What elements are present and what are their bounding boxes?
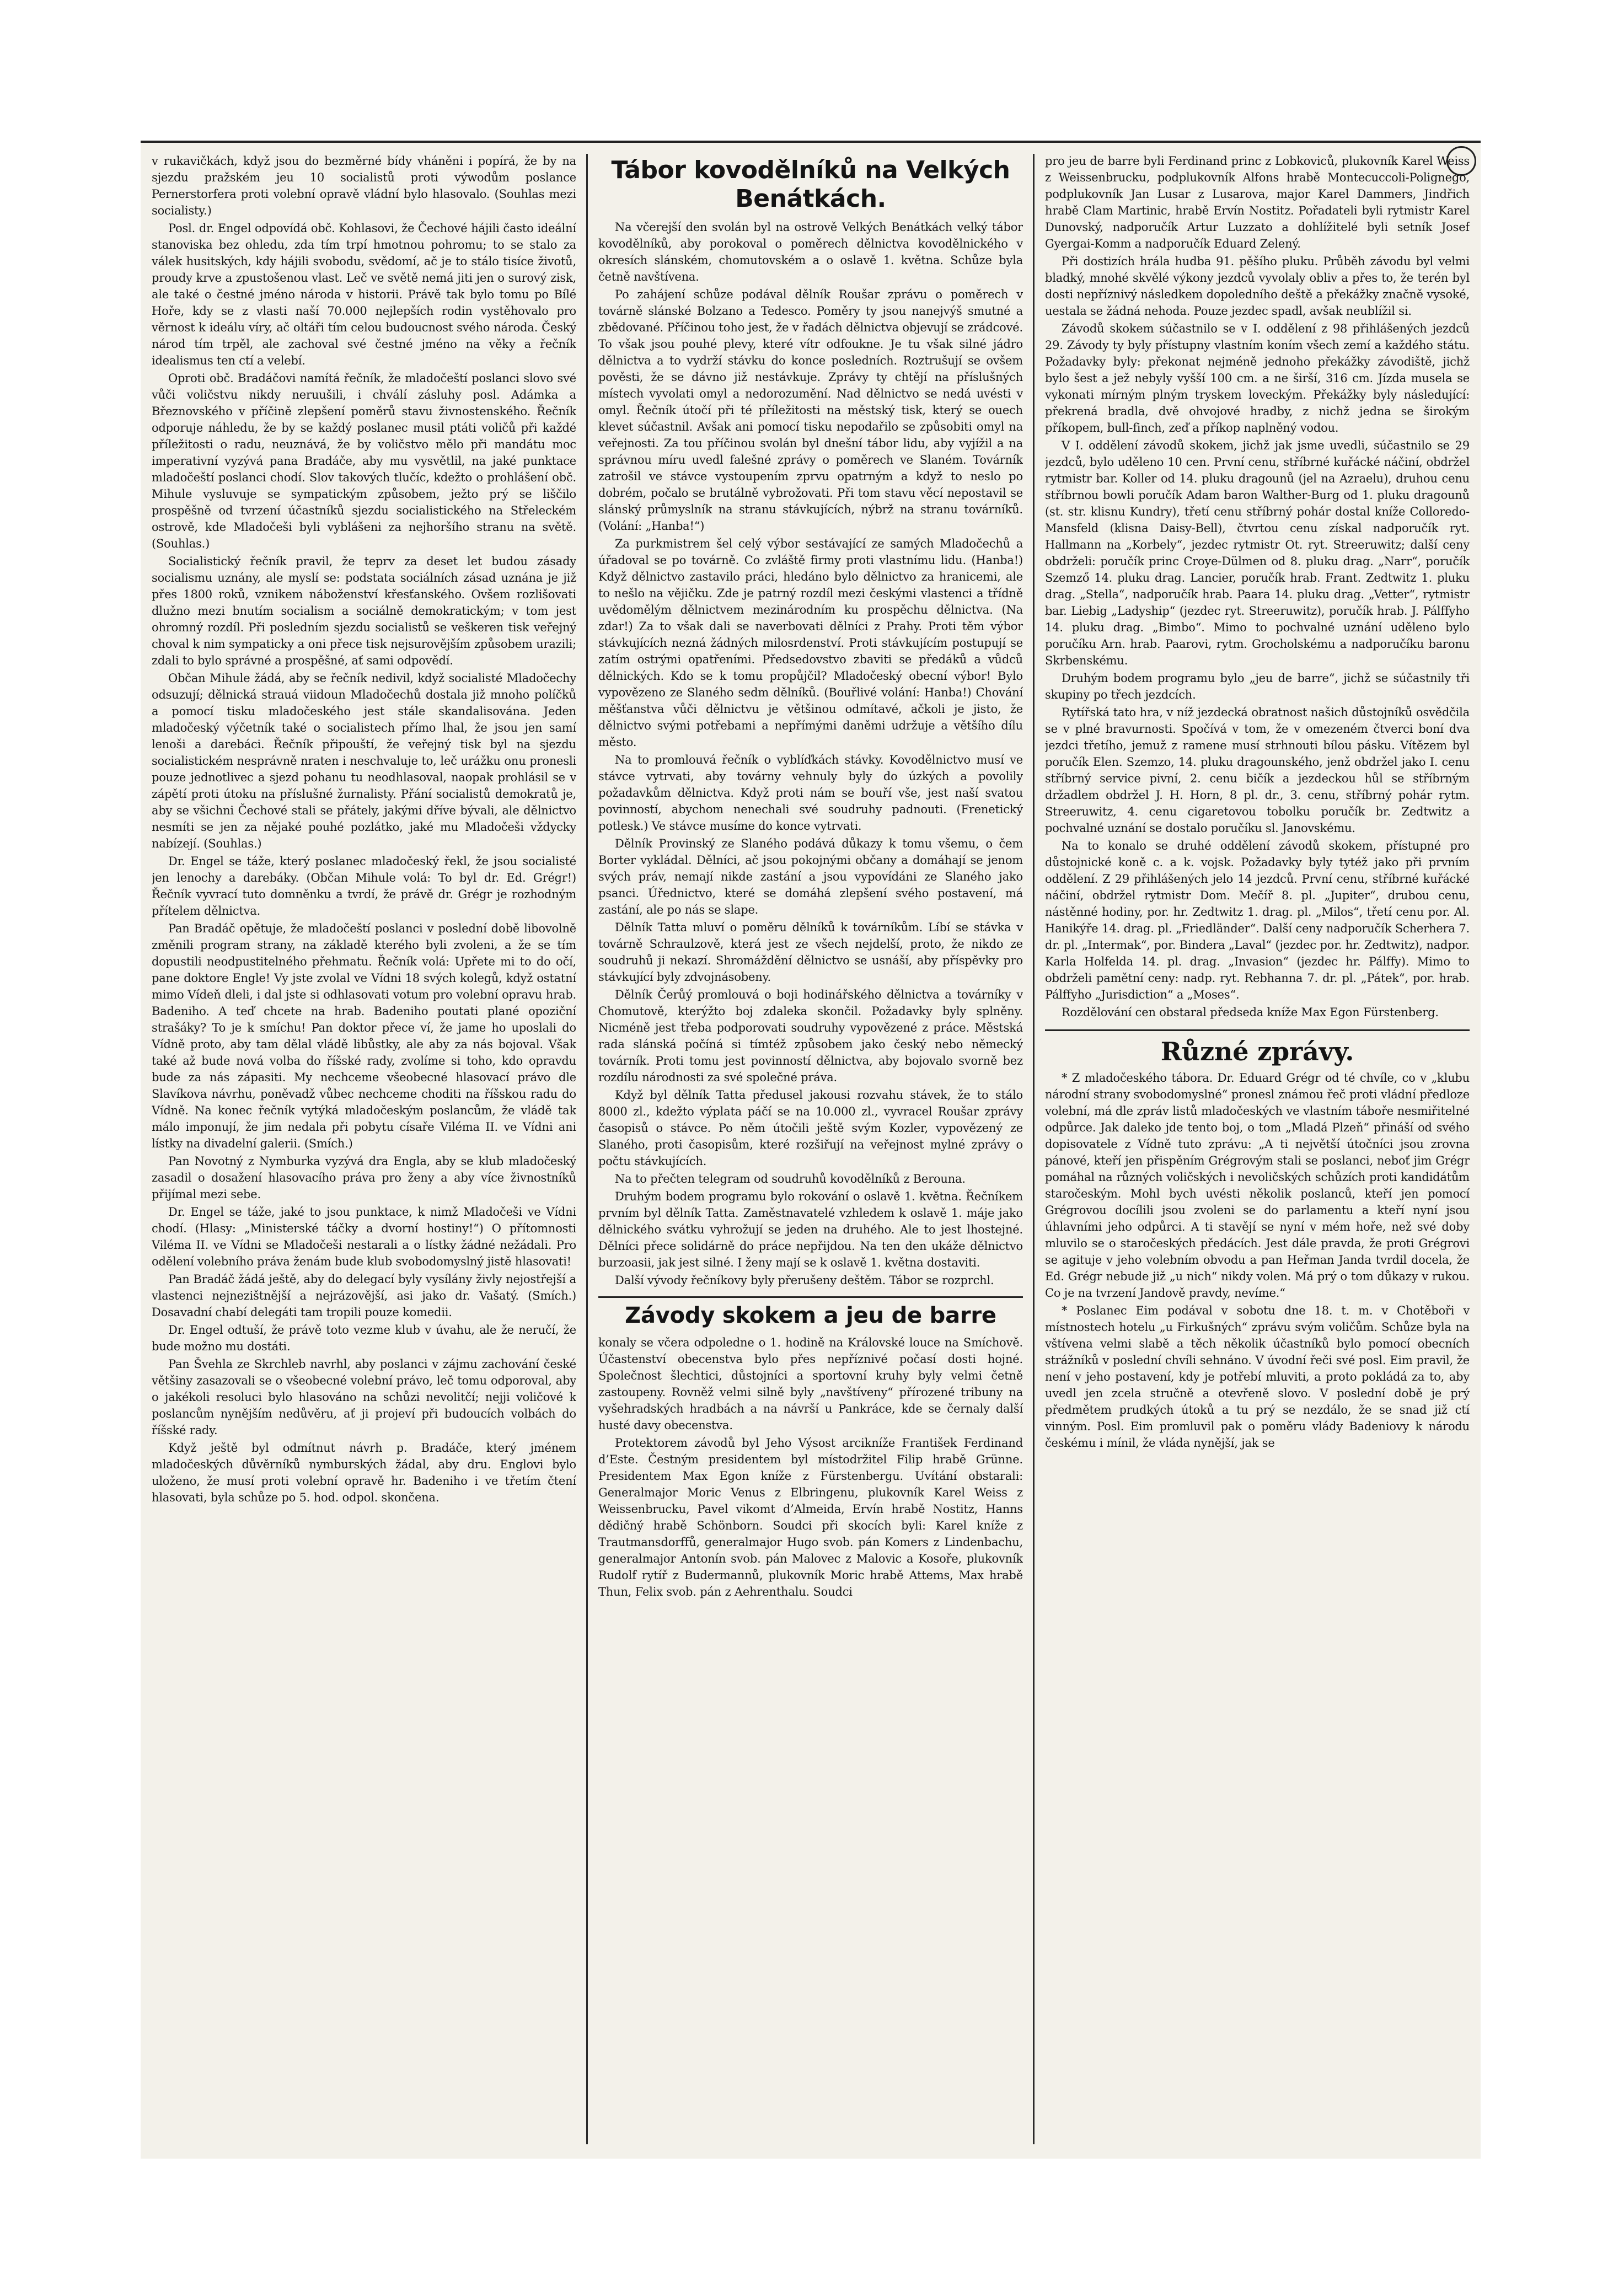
paragraph: Na to přečten telegram od soudruhů kovodělníků z Berouna. bbox=[615, 1172, 966, 1185]
paragraph: Socialistický řečník pravil, že teprv za deset let budou zásady socialismu uznány, ale myslí se: podstata sociálních zásad uznána je již přes 1800 roků, vznikem náboženství křesťanského. Ovšem rozlišovati dlužno mezi bnutím socialism a sociálně demokratickým; v tom jest ohromný rozdíl. Při posledním sjezdu socialistů se veškeren tisk veřejný choval k nim sympaticky a oni přece tisk nejsurovějším způsobem urazili; zdali to bylo správné a prospěšné, ať sami odpovědí. bbox=[152, 555, 576, 667]
paragraph: Dr. Engel se táže, který poslanec mladočeský řekl, že jsou socialisté jen lenochy a darebáky. (Občan Mihule volá: To byl dr. Ed. Grégr!) Řečník vyvrací tuto domněnku a tvrdí, že právě dr. Grégr je rozhodným přítelem dělnictva. bbox=[152, 855, 576, 917]
paragraph: pro jeu de barre byli Ferdinand princ z Lobkoviců, plukovník Karel Weiss z Weissenbrucku, podplukovník Alfons hrabě Montecuccoli-Polignego, podplukovník Jan Lusar z Lusarova, major Karel Dammers, Jindřich hrabě Clam Martinic, hrabě Ervín Nostitz. Pořadateli byli rytmistr Karel Dunovský, nadporučík Artur Luzzato a dohlížitelé byli setník Josef Gyergai-Komm a nadporučík Eduard Zelený. bbox=[1045, 154, 1470, 250]
paragraph: Dr. Engel odtuší, že právě toto vezme klub v úvahu, ale že neručí, že bude možno mu dostáti. bbox=[152, 1323, 576, 1353]
paragraph: Posl. dr. Engel odpovídá obč. Kohlasovi, že Čechové hájili často ideální stanoviska bez ohledu, zda tím trpí hmotnou pohromu; to se stalo za válek husitských, kdy hájili svobodu, svědomí, ač je to stálo tisíce životů, proudy krve a zpustošenou vlast. Leč ve světě nemá jiti jen o surový zisk, ale také o čestné jméno národa v historii. Právě tak bylo tomu po Bílé Hoře, kdy se z vlasti naší 70.000 nejlepších rodin vystěhovalo pro věrnost k ideálu víry, ač oltáři tím celou budoucnost svého národa. Český národ tím trpěl, ale zachoval své čestné jméno na věky a řečník idealismus ten ctí a velebí. bbox=[152, 222, 576, 367]
paragraph: Za purkmistrem šel celý výbor sestávající ze samých Mladočechů a úřadoval se po továrně. Co zvláště firmy proti vlastnímu lidu. (Hanba!) Když dělnictvo zastavilo práci, hledáno bylo dělnictvo za hranicemi, ale to nešlo na vějičku. Zde je patrný rozdíl mezi českými vlastenci a třídně uvědomělým dělnictvem mezinárodním ku prospěchu dělnictva. (Na zdar!) Za to však dali se naverbovati dělníci z Prahy. Proti těm výbor stávkujících nezná žádných milosrdenství. Proti stávkujícím postupují se zatím ostrými opatřeními. Předsedovstvo zbaviti se předáků a vůdců dělnických. Kdo se k tomu propůjčil? Mladočeský obecní výbor! Bylo vypovězeno ze Slaného sedm dělníků. (Bouřlivé volání: Hanba!) Chování měšťanstva vůči dělnictvu je většinou odmítavé, ačkoli je jisto, že dělnictvo svými potřebami a nepřímými daněmi udržuje a většího dílu město. bbox=[598, 537, 1023, 749]
column-left bbox=[152, 153, 576, 2143]
column-rule-left bbox=[586, 154, 588, 2144]
paragraph: v rukavičkách, když jsou do bezměrné bídy vháněni i popírá, že by na sjezdu pražském jeu 10 socialistů proti výwodům poslance Pernerstorfera proti volební opravě vládní bylo hlasovalo. (Souhlas mezi socialisty.) bbox=[152, 154, 576, 217]
paragraph: Na to konalo se druhé oddělení závodů skokem, přístupné pro důstojnické koně c. a k. vojsk. Požadavky byly tytéž jako při prvním oddělení. Z 29 přihlášených jelo 14 jezdců. První cenu, stříbrné kuřácké náčiní, obdržel rytmistr Dom. Mečíř 8. pl. „Jupiter“, drubou cenu, nástěnné hodiny, por. hr. Zedtwitz 1. drag. pl. „Milos“, třetí cenu por. Al. Hanikýře 14. drag. pl. „Friedländer“. Další ceny nadporučík Scherhera 7. dr. pl. „Intermak“, por. Bindera „Laval“ (jezdec por. hr. Zedtwitz), nadpor. Karla Holfelda 14. pl. drag. „Invasion“ (jezdec hr. Pálffy). Mimo to obdrželi pamětní ceny: nadp. ryt. Rebhanna 7. dr. pl. „Pátek“, por. hrab. Pálffyho „Jurisdiction“ a „Moses“. bbox=[1045, 839, 1470, 1001]
paragraph: Oproti obč. Bradáčovi namítá řečník, že mladočeští poslanci slovo své vůči voličstvu nikdy neruušili, i chválí zásluhy posl. Adámka a Březnovského v příčině zlepšení poměrů stavu živnostenského. Řečník odporuje náhledu, že by se každý poslanec musil ptáti voličů při každé příležitosti o radu, neuznává, že by voličstvo mělo při mandátu moc imperativní vyzývá pana Bradáče, aby mu vysvětlil, na jaké punktace mladočeští poslanci chodí. Slov takových tlučíc, kdežto o prohlášení obč. Mihule vysluvuje se sympatickým způsobem, ježto prý se liščilo prospěšně od tvrzení účastníků sjezdu socialistického na Střeleckém ostrově, kde Mladočeši byli vyblášeni za nejhoršího stranu na světě. (Souhlas.) bbox=[152, 372, 576, 550]
paragraph: Závodů skokem súčastnilo se v I. oddělení z 98 přihlášených jezdců 29. Závody ty byly přístupny vlastním koním všech zemí a každého státu. Požadavky byly: překonat nejméně jednoho překážky závodiště, jichž bylo šest a jež nebyly vyšší 100 cm. a ne širší, 316 cm. Jízda musela se vykonati mírným plným tryskem loveckým. Překážky byly následující: překrená bradla, dvě ohvojové hradby, z nichž jedna se širokým příkopem, bull-finch, zeď a příkop naplněný vodou. bbox=[1045, 322, 1470, 434]
paragraph: Pan Bradáč žádá ještě, aby do delegací byly vysílány živly nejostřejší a vlastenci nejnezištnější a nejrázovější, asi jako dr. Vašatý. (Smích.) Dosavadní chabí delegáti tam tropili pouze komedii. bbox=[152, 1273, 576, 1319]
paragraph: Rytířská tato hra, v níž jezdecká obratnost našich důstojníků osvědčila se v plné bravurnosti. Spočívá v tom, že v omezeném čtverci boní dva jezdci třetího, jemuž z ramene musí strhnouti bílou pásku. Vítězem byl poručík Elen. Szemzo, 14. pluku dragounského, jenž obdržel jako I. cenu stříbrný service pivní, 2. cenu bičík a jezdeckou hůl se stříbrným držadlem obdržel J. H. Horn, 8 pl. dr., 3. cenu, stříbrný pohár rytm. Streeruwitz, 4. cenu cigaretovou tobolku poručík br. Zedtwitz a pochvalné uznání se dostalo poručíku sl. Janovskému. bbox=[1045, 706, 1470, 835]
paragraph: Pan Švehla ze Skrchleb navrhl, aby poslanci v zájmu zachování české většiny zasazovali se o všeobecné volební právo, leč tomu odporoval, aby o jakékoli resoluci bylo hlasováno na schůzi nevolitčí; nejji voličové k poslancům nynějším nedůvěru, ať ji projeví při budoucích volbách do říšské rady. bbox=[152, 1357, 576, 1437]
paragraph: Druhým bodem programu bylo rokování o oslavě 1. května. Řečníkem prvním byl dělník Tatta. Zaměstnavatelé vzhledem k oslavě 1. máje jako dělnického svátku vyhrožují se jeden na druhého. Ale to jest lhostejné. Dělníci přece solidárně do práce nepřijdou. Na ten den ukáže dělnictvo burzoasii, jak jest silné. I ženy mají se k oslavě 1. května dostaviti. bbox=[598, 1190, 1023, 1269]
article-title-zavody: Závody skokem a jeu de barre bbox=[598, 1296, 1023, 1329]
paragraph: Dělník Provinský ze Slaného podává důkazy k tomu všemu, o čem Borter vykládal. Dělníci, ač jsou pokojnými občany a domáhají se jenom svých práv, nemají nikde zastání a jsou vypovídáni ze Slaného jako psanci. Úřednictvo, které se domáhá zlepšení svého postavení, má zastání, ale po nás se slape. bbox=[598, 837, 1023, 916]
paragraph: Dělník Čerůý promlouvá o boji hodinářského dělnictva a továrníky v Chomutově, kterýžto boj zdaleka skončil. Požadavky byly splněny. Nicméně jest třeba podporovati soudruhy vypovězené z práce. Městská rada slánská počíná si tímtéž způsobem jako český nebo německý továrník. Proti tomu jest povinností dělnictva, aby bojovalo svorně bez rozdílu národnosti za své společné práva. bbox=[598, 988, 1023, 1084]
paragraph: Dr. Engel se táže, jaké to jsou punktace, k nimž Mladočeši ve Vídni chodí. (Hlasy: „Ministerské táčky a dvorní hostiny!“) O přítomnosti Viléma II. ve Vídni se Mladočeši nestarali a o lístky žádné nežádali. Pro odělení volebního práva ženám bude klub svobodomyslný jistě hlasovati! bbox=[152, 1205, 576, 1268]
paragraph: Na to promlouvá řečník o vyblíďkách stávky. Kovodělnictvo musí ve stávce vytrvati, aby továrny vehnuly byly do úzkých a povolily požadavkům dělnictva. Když proti nám se bouří vše, jest naší svatou povinností, abychom nenechali své soudruhy padnouti. (Frenetický potlesk.) Ve stávce musíme do konce vytrvati. bbox=[598, 753, 1023, 833]
paragraph: Pan Bradáč opětuje, že mladočeští poslanci v poslední době libovolně změnili program strany, na základě kterého byli zvoleni, a že se tím dopustili neodpustitelného přehmatu. Řečník volá: Upřete mi to do očí, pane doktore Engle! Vy jste zvolal ve Vídni 18 svých kolegů, když ostatní mimo Vídeň dleli, i dal jste si odhlasovati votum pro volební opravu hrab. Badeniho. A teď chcete na hrab. Badeniho poutati plané opoziční strašáky? To je k smíchu! Pan doktor přece ví, že jame ho uposlali do Vídně proto, aby tam dělal vládě libůstky, ale aby za nás bojoval. Však také až bude nová volba do říšské rady, zvolíme si toho, kdo opravdu bude za nás zápasiti. My nechceme všeobecné hlasovací právo dle Slavíkova návrhu, poněvadž vůbec nechceme choditi na říšskou radu do Vídně. Na konec řečník vytýká mladočeským poslancům, že vládě tak málo imponují, že jim nedala při pobytu císaře Viléma II. ve Vídni ani lístky na divadelní galerii. (Smích.) bbox=[152, 922, 576, 1150]
paragraph: Když byl dělník Tatta předusel jakousi rozvahu stávek, že to stálo 8000 zl., kdežto výplata páčí se na 10.000 zl., vyvracel Roušar zprávy časopisů o stávce. Po něm útočili ještě svým Kozler, vypovězený ze Slaného, proti časopisům, které rozšiřují na veřejnost mylné zprávy o počtu stávkujících. bbox=[598, 1088, 1023, 1168]
paragraph: * Z mladočeského tábora. Dr. Eduard Grégr od té chvíle, co v „klubu národní strany svobodomyslné“ pronesl známou řeč proti vládní předloze volební, má dle zpráv listů mladočeských ve vlastním táboře nesmiřitelné odpůrce. Jak daleko jde tento boj, o tom „Mladá Plzeň“ přináší od svého dopisovatele z Vídně tuto zprávu: „A ti největší útočníci jsou zrovna pánové, kteří jen přispěním Grégrovým stali se poslanci, neboť jim Grégr pomáhal na různých voličských i nevoličských schůzích proti kandidátům staročeským. Mohl bych uvésti několik poslanců, kteří jen pomocí Grégrovou docílili jsou zvoleni se do parlamentu a kteří nyní jsou úhlavními jeho odpůrci. A ti stavějí se nyní v mém hoře, než své doby mluvilo se o staročeských předácích. Jest dále pravda, že proti Grégrovi se agituje v jeho volebním obvodu a pan Heřman Janda tvrdil docela, že Ed. Grégr nebude již „u nich“ nikdy volen. Má prý o tom důkazy v rukou. Co je na tvrzení Jandově pravdy, nevíme.“ bbox=[1045, 1071, 1470, 1300]
column-rule-right bbox=[1033, 154, 1035, 2144]
paragraph: Občan Mihule žádá, aby se řečník nedivil, když socialisté Mladočechy odsuzují; dělnická strauá viidoun Mladočechů dostala již mnoho políčků a pomocí tisku mladočeského jest stále skandalisována. Jeden mladočeský výčetník také o socialistech přímo lhal, že jsou jen samí lenoši a darebáci. Řečník připouští, že veřejný tisk byl na sjezdu socialistickém nesprávně nraten i neschvaluje to, leč urážku onu pronesli pouze jednotlivec a sjezd pohanu tu neodhlasoval, naopak prohlásil se v zápětí proti útoku na příslušné žurnalisty. Přání socialistů demokratů je, aby se všichni Čechové stali se přátely, jakými dříve bývali, ale dělnictvo nesmíti se jen za nějaké pouhé pozlátko, jaké mu Mladočeši vždycky nabízejí. (Souhlas.) bbox=[152, 672, 576, 850]
paragraph: Po zahájení schůze podával dělník Roušar zprávu o poměrech v továrně slánské Bolzano a Tedesco. Poměry ty jsou nanejvýš smutné a zbědované. Příčinou toho jest, že v řadách dělnictva objevují se zrádcové. To však jsou pouhé plevy, které vítr odfoukne. Je tu však silné jádro dělnictva a to vydrží stávku do konce posledních. Roztrušují se ovšem pověsti, že se dávno již nestávkuje. Zprávy ty chtějí na příslušných místech vyvolati omyl a nedorozumění. Nad dělnictvo se nedá uvésti v omyl. Řečník útočí při té příležitosti na městský tisk, který se ouech klevet súčastnil. Avšak ani pomocí tisku nepodařilo se způsobiti omyl na veřejnosti. Za tou příčinou svolán byl dnešní tábor lidu, aby vyjížil a na správnou míru uvedl falešné zprávy o poměrech ve Slaném. Továrník zatrošil ve stávce vystoupením zprvu opatrným a když to neslo po dobrém, počalo se brutálně vybrožovati. Při tom stavu věcí nepostavil se slánský průmyslník na stranu stávkujících, nýbrž na stranu továrníků. (Volání: „Hanba!“) bbox=[598, 288, 1023, 533]
paragraph: Když ještě byl odmítnut návrh p. Bradáče, který jménem mladočeských důvěrníků nymburských žádal, aby dru. Englovi bylo uloženo, že musí proti volební opravě hr. Badeniho i ve třetím čtení hlasovati, byla schůze po 5. hod. odpol. skončena. bbox=[152, 1441, 576, 1504]
paragraph: Rozdělování cen obstaral předseda kníže Max Egon Fürstenberg. bbox=[1062, 1006, 1439, 1019]
paragraph: * Poslanec Eim podával v sobotu dne 18. t. m. v Chotěboři v místnostech hotelu „u Firkušných“ zprávu svým voličům. Schůze byla na vštívena velmi slabě a těch několik účastníků bylo pomocí obecních strážníků v poslední chvíli sehnáno. V úvodní řeči své posl. Eim pravil, že není v jeho postavení, kdy je potřebí mluviti, a proto pokládá za to, aby uvedl jen zcela stručně a otevřeně slovo. V poslední době je prý předmětem prudkých útoků a tu prý se nezdálo, že se snad již ctí vinným. Posl. Eim promluvil pak o poměru vlády Badeniovy k národu českému i mínil, že vláda nynější, jak se bbox=[1045, 1304, 1470, 1450]
column-middle bbox=[598, 153, 1023, 2143]
paragraph: Druhým bodem programu bylo „jeu de barre“, jichž se súčastnily tři skupiny po třech jezdcích. bbox=[1045, 672, 1470, 701]
paragraph: konaly se včera odpoledne o 1. hodině na Královské louce na Smíchově. Účastenství obecenstva bylo přes nepříznivé počasí dosti hojné. Společnost šlechtici, důstojníci a sportovní kruhy byly velmi četně zastoupeny. Rovněž velmi silně byly „navštíveny“ přírozené tribuny na vyšehradských hradbách a na návrší u Pankráce, kde se černaly další husté davy obecenstva. bbox=[598, 1336, 1023, 1432]
paragraph: Protektorem závodů byl Jeho Výsost arcikníže František Ferdinand d’Este. Čestným presidentem byl místodržitel Filip hrabě Grünne. Presidentem Max Egon kníže z Fürstenbergu. Uvítání obstarali: Generalmajor Moric Venus z Elbringenu, plukovník Karel Weiss z Weissenbrucku, Pavel vikomt d’Almeida, Ervín hrabě Nostitz, Hanns dědičný hrabě Schönborn. Soudci při skocích byli: Karel kníže z Trautmansdorffů, generalmajor Hugo svob. pán Komers z Lindenbachu, generalmajor Antonín svob. pán Malovec z Malovic a Kosoře, plukovník Rudolf rytíř z Budermannů, plukovník Moric hrabě Attems, Max hrabě Thun, Felix svob. pán z Aehrenthalu. Soudci bbox=[598, 1436, 1023, 1598]
paragraph: Dělník Tatta mluví o poměru dělníků k továrníkům. Líbí se stávka v továrně Schraulzově, která jest ze všech nejdelší, proto, že nikdo ze soudruhů ji nekazí. Shromáždění dělnictvo se usnáší, aby příspěvky pro stávkující byly zdvojnásobeny. bbox=[598, 921, 1023, 984]
paragraph: Na včerejší den svolán byl na ostrově Velkých Benátkách velký tábor kovodělníků, aby porokoval o poměrech dělnictva kovodělnického v okresích slánském, chomutovském a o oslavě 1. května. Schůze byla četně navštívena. bbox=[598, 221, 1023, 283]
paragraph: Další vývody řečníkovy byly přerušeny deštěm. Tábor se rozprchl. bbox=[615, 1274, 994, 1287]
section-title-ruzne-zpravy: Různé zprávy. bbox=[1045, 1029, 1470, 1066]
newspaper-page bbox=[141, 141, 1481, 2159]
article-title-tabor: Tábor kovodělníků na Velkých Benátkách. bbox=[611, 156, 1010, 213]
paragraph: Při dostizích hrála hudba 91. pěšího pluku. Průběh závodu byl velmi bladký, mnohé skvělé výkony jezdců vyvolaly obliv a přes to, že terén byl dosti nepříznivý následkem dopoledního deště a překážky značně vysoké, uestala se žádná nehoda. Pouze jezdec spadl, avšak neublížil si. bbox=[1045, 255, 1470, 318]
paragraph: V I. oddělení závodů skokem, jichž jak jsme uvedli, súčastnilo se 29 jezdců, bylo uděleno 10 cen. První cenu, stříbrné kuřácké náčiní, obdržel rytmistr bar. Koller od 14. pluku dragounů (jel na Azraelu), druhou cenu stříbrnou bowli poručík Adam baron Walther-Burg od 1. pluku dragounů (st. str. klisnu Kundry), třetí cenu stříbrný pohár dostal kníže Colloredo-Mansfeld (klisna Daisy-Bell), čtvrtou cenu získal nadporučík ryt. Hallmann na „Korbely“, jezdec rytmistr Ot. ryt. Streeruwitz; další ceny obdrželi: poručík princ Croye-Dülmen od 8. pluku drag. „Narr“, poručík Szemző 14. pluku drag. Lancier, poručík hrab. Frant. Zedtwitz 1. pluku drag. „Stella“, nadporučík hrab. Paara 14. pluku drag. „Vetter“, rytmistr bar. Liebig „Ladyship“ (jezdec ryt. Streeruwitz), poručík hrab. J. Pálffyho 14. pluku drag. „Bimbo“. Mimo to pochvalné uznání uděleno bylo poručíku Arn. hrab. Paarovi, rytm. Grocholskému a nadporučíku baronu Skrbenskému. bbox=[1045, 439, 1470, 667]
column-right bbox=[1045, 153, 1470, 2143]
paragraph: Pan Novotný z Nymburka vyzývá dra Engla, aby se klub mladočeský zasadil o dosažení hlasovacího práva pro ženy a aby více živnostníků přijímal mezi sebe. bbox=[152, 1155, 576, 1201]
